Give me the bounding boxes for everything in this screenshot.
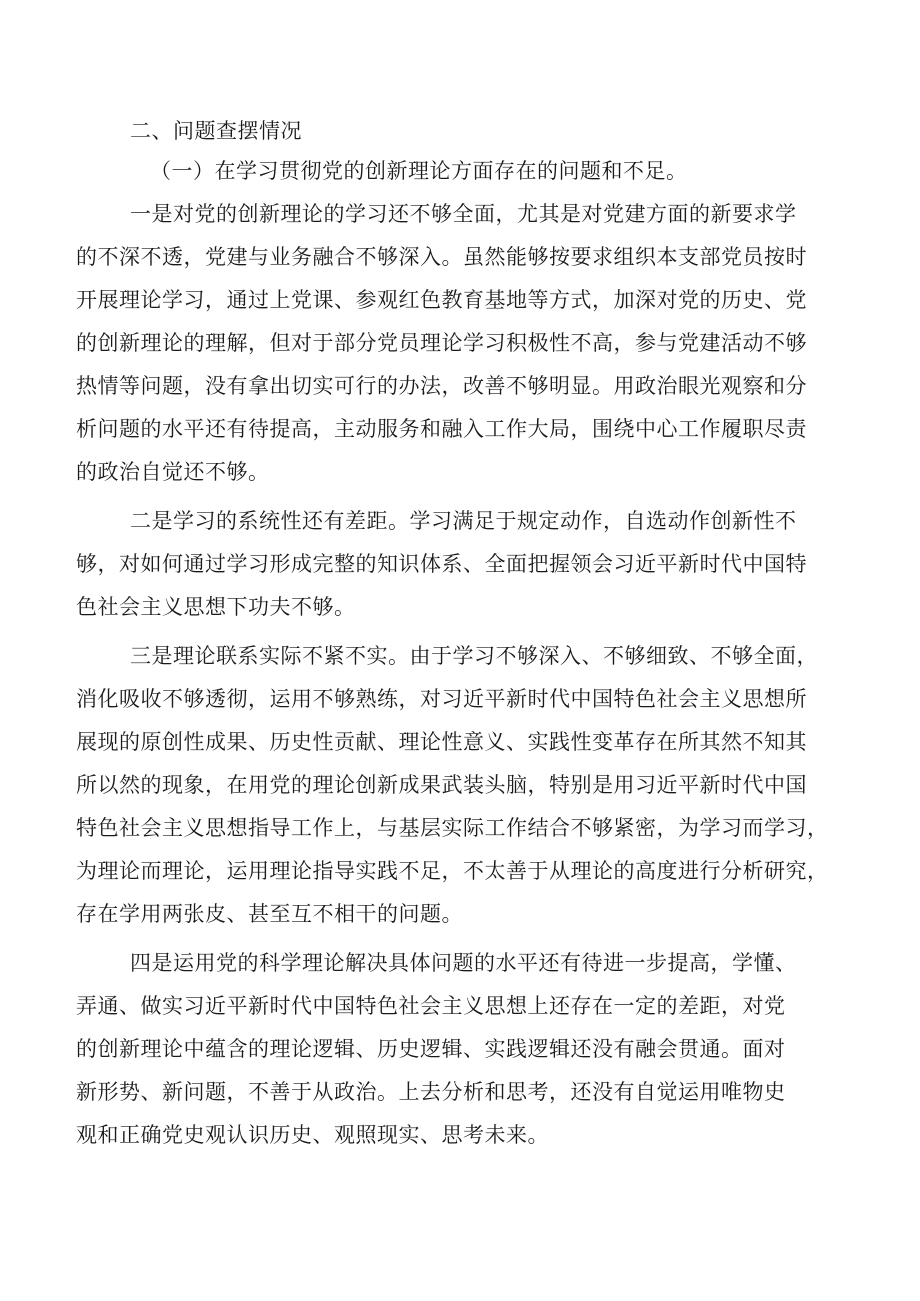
section-heading: 二、问题查摆情况 (130, 119, 302, 143)
paragraph-3-line-6: 为理论而理论，运用理论指导实践不足，不太善于从理论的高度进行分析研究， (76, 859, 829, 883)
paragraph-3-line-4: 所以然的现象，在用党的理论创新成果武装头脑，特别是用习近平新时代中国 (76, 773, 807, 797)
paragraph-2-line-2: 够，对如何通过学习形成完整的知识体系、全面把握领会习近平新时代中国特 (76, 552, 807, 576)
paragraph-3-line-3: 展现的原创性成果、历史性贡献、理论性意义、实践性变革存在所其然不知其 (76, 730, 807, 754)
paragraph-3-line-1: 三是理论联系实际不紧不实。由于学习不够深入、不够细致、不够全面， (130, 644, 818, 668)
paragraph-3-line-5: 特色社会主义思想指导工作上，与基层实际工作结合不够紧密，为学习而学习， (76, 816, 829, 840)
paragraph-2-line-1: 二是学习的系统性还有差距。学习满足于规定动作，自选动作创新性不 (130, 509, 797, 533)
paragraph-4-line-4: 新形势、新问题，不善于从政治。上去分析和思考，还没有自觉运用唯物史 (76, 1080, 786, 1104)
paragraph-4-line-1: 四是运用党的科学理论解决具体问题的水平还有待进一步提高，学懂、 (130, 951, 797, 975)
paragraph-1-line-5: 热情等问题，没有拿出切实可行的办法，改善不够明显。用政治眼光观察和分 (76, 374, 807, 398)
paragraph-1-line-6: 析问题的水平还有待提高，主动服务和融入工作大局，围绕中心工作履职尽责 (76, 417, 807, 441)
paragraph-4-line-2: 弄通、做实习近平新时代中国特色社会主义思想上还存在一定的差距，对党 (76, 994, 786, 1018)
paragraph-4-line-3: 的创新理论中蕴含的理论逻辑、历史逻辑、实践逻辑还没有融会贯通。面对 (76, 1037, 786, 1061)
paragraph-1-line-3: 开展理论学习，通过上党课、参观红色教育基地等方式，加深对党的历史、党 (76, 288, 807, 312)
paragraph-1-line-4: 的创新理论的理解，但对于部分党员理论学习积极性不高，参与党建活动不够 (76, 331, 807, 355)
paragraph-4-line-5: 观和正确党史观认识历史、观照现实、思考未来。 (76, 1123, 549, 1147)
paragraph-2-line-3: 色社会主义思想下功夫不够。 (76, 595, 356, 619)
subsection-heading: （一）在学习贯彻党的创新理论方面存在的问题和不足。 (150, 159, 688, 183)
paragraph-3-line-2: 消化吸收不够透彻，运用不够熟练，对习近平新时代中国特色社会主义思想所 (76, 687, 807, 711)
paragraph-1-line-1: 一是对党的创新理论的学习还不够全面，尤其是对党建方面的新要求学 (130, 202, 797, 226)
paragraph-3-line-7: 存在学用两张皮、甚至互不相干的问题。 (76, 902, 463, 926)
paragraph-1-line-7: 的政治自觉还不够。 (76, 460, 270, 484)
paragraph-1-line-2: 的不深不透，党建与业务融合不够深入。虽然能够按要求组织本支部党员按时 (76, 245, 807, 269)
